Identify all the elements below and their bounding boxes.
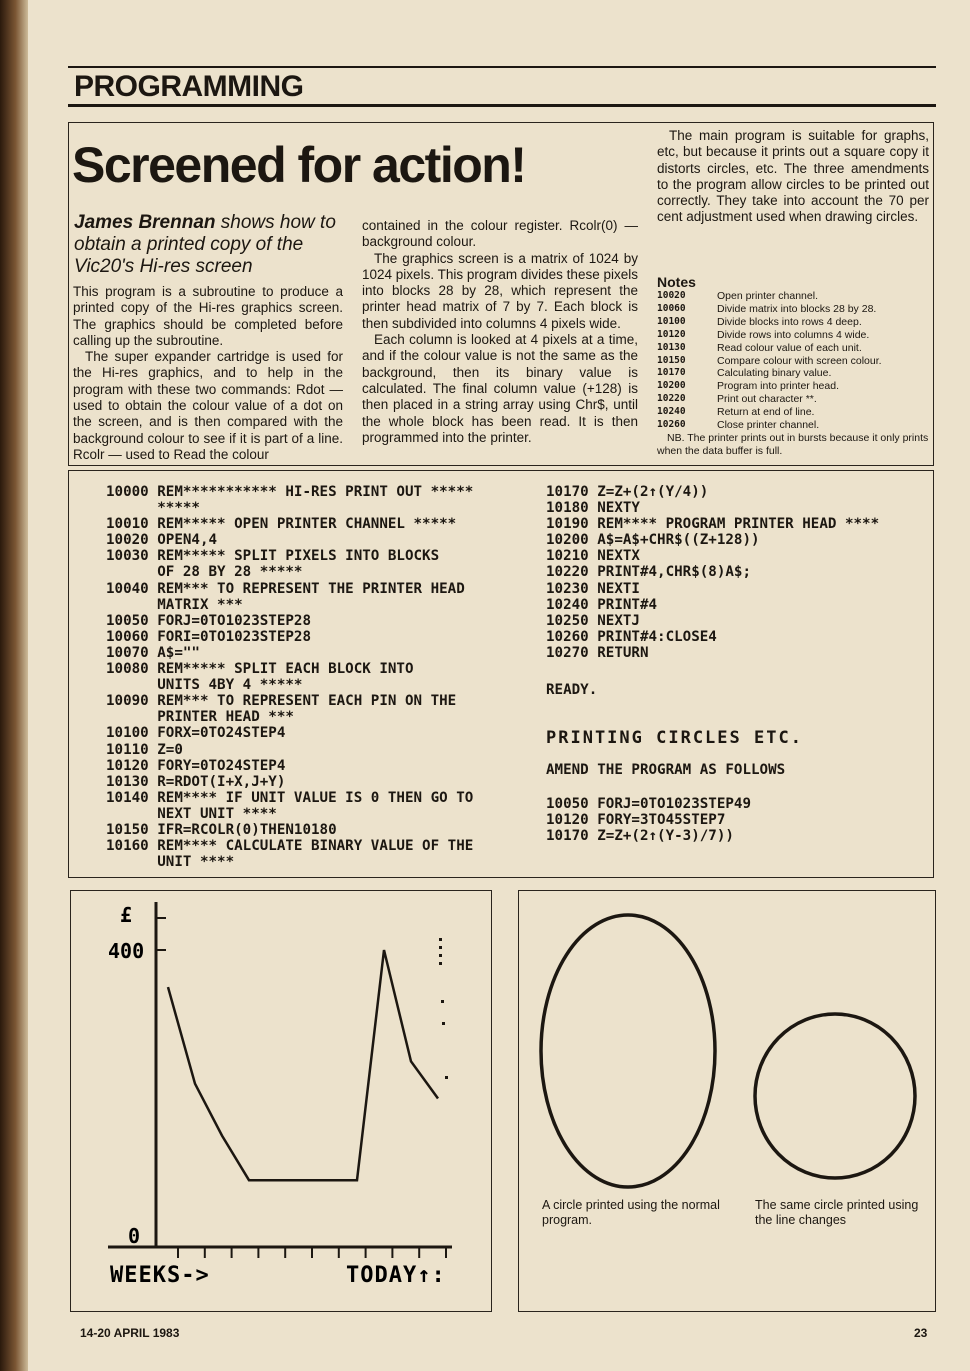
magazine-spine-shadow xyxy=(0,0,28,1371)
program-listing-left: 10000 REM*********** HI-RES PRINT OUT ***** ***** 10010 REM***** OPEN PRINTER CHANNEL ***** 10020 OPEN4,4 10030 REM***** SPLIT PIXELS INTO BLOCKS OF 28 BY 28 ***** 10040 REM*** TO REPRESENT THE PRINTER HEAD MATRIX *** 10050 FORJ=0TO1023STEP28 10060 FORI=0TO1023STEP28 10070 A$="" 10080 REM***** SPLIT EACH BLOCK INTO UNITS 4BY 4 ***** 10090 REM*** TO REPRESENT EACH PIN ON THE PRINTER HEAD *** 10100 FORX=0TO24STEP4 10110 Z=0 10120 FORY=0TO24STEP4 10130 R=RDOT(I+X,J+Y) 10140 REM**** IF UNIT VALUE IS 0 THEN GO TO NEXT UNIT **** 10150 IFR=RCOLR(0)THEN10180 10160 REM**** CALCULATE BINARY VALUE OF THE UNIT **** xyxy=(106,484,474,871)
note-text: Divide matrix into blocks 28 by 28. xyxy=(717,302,877,315)
notes-heading: Notes xyxy=(657,274,696,290)
circle-printouts xyxy=(28,0,970,1371)
y-min-label: 0 xyxy=(128,1224,141,1248)
paragraph: Each column is looked at 4 pixels at a time, and if the colour value is not the same as the background, then its binary value is calculated. The final column value (+128) is then placed in a string array using Chr$, until the whole block has been read. It is then programmed into the printer. xyxy=(362,332,638,445)
issue-date: 14-20 APRIL 1983 xyxy=(80,1326,180,1340)
note-text: Calculating binary value. xyxy=(717,367,832,380)
note-text: Print out character **. xyxy=(717,393,817,406)
note-line-number: 10100 xyxy=(657,315,686,327)
note-line-number: 10200 xyxy=(657,380,686,392)
paragraph: The graphics screen is a matrix of 1024 by 1024 pixels. This program divides these pixels into blocks 28 by 28, which represent the printer head matrix of 7 by 7. Each block is then subdivided into columns 4 pixels wide. xyxy=(362,250,638,331)
amend-instruction: AMEND THE PROGRAM AS FOLLOWS xyxy=(546,762,786,778)
note-text: Program into printer head. xyxy=(717,380,839,393)
program-listing-right: 10170 Z=Z+(2↑(Y/4)) 10180 NEXTY 10190 REM**** PROGRAM PRINTER HEAD **** 10200 A$=A$+CHR$((Z+128)) 10210 NEXTX 10220 PRINT#4,CHR$(8)A$; 10230 NEXTI 10240 PRINT#4 10250 NEXTJ 10260 PRINT#4:CLOSE4 10270 RETURN xyxy=(546,484,880,661)
note-line-number: 10220 xyxy=(657,393,686,405)
article-headline: Screened for action! xyxy=(72,137,526,193)
note-line-number: 10130 xyxy=(657,341,686,353)
note-line-number: 10150 xyxy=(657,354,686,366)
distorted-circle xyxy=(541,915,715,1187)
paragraph: The super expander cartridge is used for the Hi-res graphics, and to help in the program with these two commands: Rdot — used to obtain the colour value of a dot on the screen, and is then compared with the background colour to see if it is part of a line. Rcolr — used to Read the colour xyxy=(73,349,343,462)
byline-author: James Brennan xyxy=(74,212,216,233)
ready-prompt: READY. xyxy=(546,682,598,698)
paragraph: contained in the colour register. Rcolr(0) — background colour. xyxy=(362,218,638,250)
note-text: Divide rows into columns 4 wide. xyxy=(717,328,870,341)
note-line-number: 10170 xyxy=(657,367,686,379)
note-text: Compare colour with screen colour. xyxy=(717,354,882,367)
notes-nb: NB. The printer prints out in bursts because it only prints when the data buffer is full. xyxy=(657,431,929,457)
currency-label: £ xyxy=(120,903,133,927)
caption-normal-circle: A circle printed using the normal program. xyxy=(542,1198,720,1227)
note-text: Close printer channel. xyxy=(717,419,820,432)
magazine-page xyxy=(28,0,970,1371)
section-heading: PROGRAMMING xyxy=(74,70,304,103)
printing-circles-heading: PRINTING CIRCLES ETC. xyxy=(546,728,803,748)
page-number: 23 xyxy=(914,1326,928,1340)
paragraph: This program is a subroutine to produce a printed copy of the Hi-res graphics screen. The graphics should be completed before calling up the subroutine. xyxy=(73,284,343,348)
caption-corrected-circle: The same circle printed using the line changes xyxy=(755,1198,919,1227)
corrected-circle xyxy=(755,1014,915,1178)
x-label-today: TODAY↑: xyxy=(346,1263,446,1288)
note-text: Open printer channel. xyxy=(717,290,818,302)
y-max-label: 400 xyxy=(108,939,145,963)
note-line-number: 10260 xyxy=(657,419,686,431)
note-line-number: 10120 xyxy=(657,328,686,340)
byline-standfirst: shows how to obtain a printed copy of the Vic20's Hi-res screen xyxy=(74,212,336,277)
note-text: Read colour value of each unit. xyxy=(717,341,862,354)
note-text: Return at end of line. xyxy=(717,406,815,419)
amendment-listing: 10050 FORJ=0TO1023STEP49 10120 FORY=3TO45STEP7 10170 Z=Z+(2↑(Y-3)/7)) xyxy=(546,796,751,845)
note-line-number: 10060 xyxy=(657,302,686,314)
x-label-weeks: WEEKS-> xyxy=(110,1263,210,1288)
note-text: Divide blocks into rows 4 deep. xyxy=(717,315,862,328)
paragraph: The main program is suitable for graphs, etc, but because it prints out a square copy it distorts circles, etc. The three amendments to the program allow circles to be printed out correctly. They take into account the 70 per cent adjustment used when drawing circles. xyxy=(657,128,929,225)
note-line-number: 10240 xyxy=(657,406,686,418)
note-line-number: 10020 xyxy=(657,290,686,301)
